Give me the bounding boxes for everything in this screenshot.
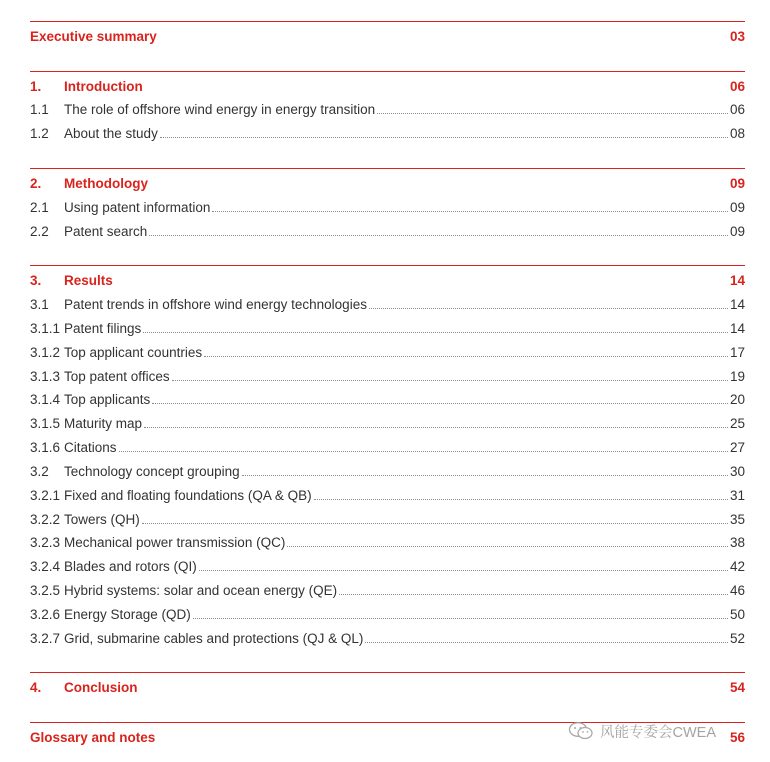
toc-page-number: 25 xyxy=(729,416,745,431)
toc-number: 2. xyxy=(30,176,42,191)
dot-leader xyxy=(149,234,728,236)
toc-page-number: 06 xyxy=(729,79,745,94)
toc-number: 3.2.4 xyxy=(30,559,61,574)
toc-title: Towers (QH) xyxy=(64,512,140,527)
toc-title: Fixed and floating foundations (QA & QB) xyxy=(64,488,312,503)
toc-entry-row[interactable] xyxy=(30,412,745,432)
toc-title: Patent trends in offshore wind energy technologies xyxy=(64,297,367,312)
toc-entry-row[interactable] xyxy=(30,508,745,528)
toc-title: Conclusion xyxy=(64,680,138,695)
toc-number: 3.2.7 xyxy=(30,631,61,646)
toc-number: 3.1.5 xyxy=(30,416,61,431)
toc-entry-row[interactable] xyxy=(30,436,745,456)
toc-section-row[interactable] xyxy=(30,75,745,95)
section-divider xyxy=(30,21,745,22)
toc-number: 1.1 xyxy=(30,102,49,117)
toc-page-number: 19 xyxy=(729,369,745,384)
toc-section-row[interactable] xyxy=(30,269,745,289)
section-divider xyxy=(30,71,745,72)
toc-entry-row[interactable] xyxy=(30,98,745,118)
toc-page-number: 14 xyxy=(729,321,745,336)
toc-title: Using patent information xyxy=(64,200,211,215)
toc-entry-row[interactable] xyxy=(30,365,745,385)
dot-leader xyxy=(144,426,728,428)
toc-entry-row[interactable] xyxy=(30,627,745,647)
toc-page-number: 09 xyxy=(729,224,745,239)
toc-title: Blades and rotors (QI) xyxy=(64,559,197,574)
toc-title: Executive summary xyxy=(30,29,157,44)
toc-page-number: 14 xyxy=(729,297,745,312)
toc-title: Glossary and notes xyxy=(30,730,156,745)
watermark xyxy=(568,719,716,743)
dot-leader xyxy=(212,210,728,212)
dot-leader xyxy=(152,402,728,404)
toc-entry-row[interactable] xyxy=(30,460,745,480)
toc-page-number: 03 xyxy=(729,29,745,44)
toc-page-number: 09 xyxy=(729,200,745,215)
dot-leader xyxy=(242,474,728,476)
dot-leader xyxy=(365,641,728,643)
toc-entry-row[interactable] xyxy=(30,388,745,408)
toc-page-number: 06 xyxy=(729,102,745,117)
toc-number: 3.2 xyxy=(30,464,49,479)
toc-page-number: 54 xyxy=(729,680,745,695)
toc-title: Top applicants xyxy=(64,392,151,407)
dot-leader xyxy=(339,593,728,595)
toc-page-number: 50 xyxy=(729,607,745,622)
toc-entry-row[interactable] xyxy=(30,196,745,216)
toc-number: 3.2.1 xyxy=(30,488,61,503)
toc-title: About the study xyxy=(64,126,158,141)
toc-section-row[interactable] xyxy=(30,25,745,45)
toc-page-number: 27 xyxy=(729,440,745,455)
toc-entry-row[interactable] xyxy=(30,122,745,142)
wechat-icon xyxy=(568,721,594,741)
toc-entry-row[interactable] xyxy=(30,293,745,313)
toc-title: Methodology xyxy=(64,176,148,191)
dot-leader xyxy=(377,112,728,114)
toc-page-number: 17 xyxy=(729,345,745,360)
toc-title: Technology concept grouping xyxy=(64,464,240,479)
toc-page-number: 42 xyxy=(729,559,745,574)
toc-number: 3.1.2 xyxy=(30,345,61,360)
toc-page-number: 30 xyxy=(729,464,745,479)
toc-entry-row[interactable] xyxy=(30,603,745,623)
toc-title: Grid, submarine cables and protections (QJ & QL) xyxy=(64,631,364,646)
toc-title: Citations xyxy=(64,440,117,455)
toc-number: 1. xyxy=(30,79,42,94)
dot-leader xyxy=(159,40,728,41)
dot-leader xyxy=(287,545,728,547)
toc-entry-row[interactable] xyxy=(30,341,745,361)
toc-page-number: 46 xyxy=(729,583,745,598)
dot-leader xyxy=(199,569,728,571)
toc-number: 3.2.3 xyxy=(30,535,61,550)
toc-number: 1.2 xyxy=(30,126,49,141)
watermark-text: 风能专委会CWEA xyxy=(600,724,716,741)
section-divider xyxy=(30,265,745,266)
toc-title: Results xyxy=(64,273,113,288)
toc-title: Patent search xyxy=(64,224,148,239)
toc-entry-row[interactable] xyxy=(30,220,745,240)
dot-leader xyxy=(142,522,728,524)
toc-title: Top patent offices xyxy=(64,369,170,384)
dot-leader xyxy=(143,331,728,333)
toc-entry-row[interactable] xyxy=(30,579,745,599)
toc-title: Mechanical power transmission (QC) xyxy=(64,535,286,550)
section-divider xyxy=(30,672,745,673)
toc-number: 3. xyxy=(30,273,42,288)
toc-page-number: 31 xyxy=(729,488,745,503)
toc-title: The role of offshore wind energy in energy transition xyxy=(64,102,376,117)
table-of-contents xyxy=(30,0,745,762)
toc-number: 3.1.6 xyxy=(30,440,61,455)
toc-section-row[interactable] xyxy=(30,676,745,696)
dot-leader xyxy=(145,90,728,91)
section-divider xyxy=(30,168,745,169)
toc-page-number: 08 xyxy=(729,126,745,141)
dot-leader xyxy=(314,498,728,500)
toc-entry-row[interactable] xyxy=(30,555,745,575)
toc-section-row[interactable] xyxy=(30,172,745,192)
toc-page-number: 56 xyxy=(729,730,745,745)
dot-leader xyxy=(193,617,728,619)
toc-number: 3.2.5 xyxy=(30,583,61,598)
toc-page-number: 09 xyxy=(729,176,745,191)
toc-entry-row[interactable] xyxy=(30,484,745,504)
dot-leader xyxy=(172,379,728,381)
toc-title: Hybrid systems: solar and ocean energy (QE) xyxy=(64,583,338,598)
toc-number: 2.1 xyxy=(30,200,49,215)
dot-leader xyxy=(119,450,728,452)
toc-number: 3.1 xyxy=(30,297,49,312)
dot-leader xyxy=(204,355,728,357)
toc-entry-row[interactable] xyxy=(30,317,745,337)
toc-number: 2.2 xyxy=(30,224,49,239)
toc-title: Top applicant countries xyxy=(64,345,203,360)
toc-page-number: 14 xyxy=(729,273,745,288)
toc-number: 4. xyxy=(30,680,42,695)
toc-number: 3.1.1 xyxy=(30,321,61,336)
toc-page-number: 52 xyxy=(729,631,745,646)
toc-title: Introduction xyxy=(64,79,143,94)
toc-title: Maturity map xyxy=(64,416,143,431)
dot-leader xyxy=(150,187,728,188)
toc-entry-row[interactable] xyxy=(30,531,745,551)
toc-page-number: 38 xyxy=(729,535,745,550)
toc-number: 3.2.2 xyxy=(30,512,61,527)
toc-title: Energy Storage (QD) xyxy=(64,607,191,622)
toc-title: Patent filings xyxy=(64,321,142,336)
toc-number: 3.2.6 xyxy=(30,607,61,622)
dot-leader xyxy=(369,307,728,309)
dot-leader xyxy=(160,136,728,138)
dot-leader xyxy=(140,691,728,692)
toc-page-number: 20 xyxy=(729,392,745,407)
toc-page-number: 35 xyxy=(729,512,745,527)
dot-leader xyxy=(115,284,728,285)
toc-number: 3.1.3 xyxy=(30,369,61,384)
toc-number: 3.1.4 xyxy=(30,392,61,407)
